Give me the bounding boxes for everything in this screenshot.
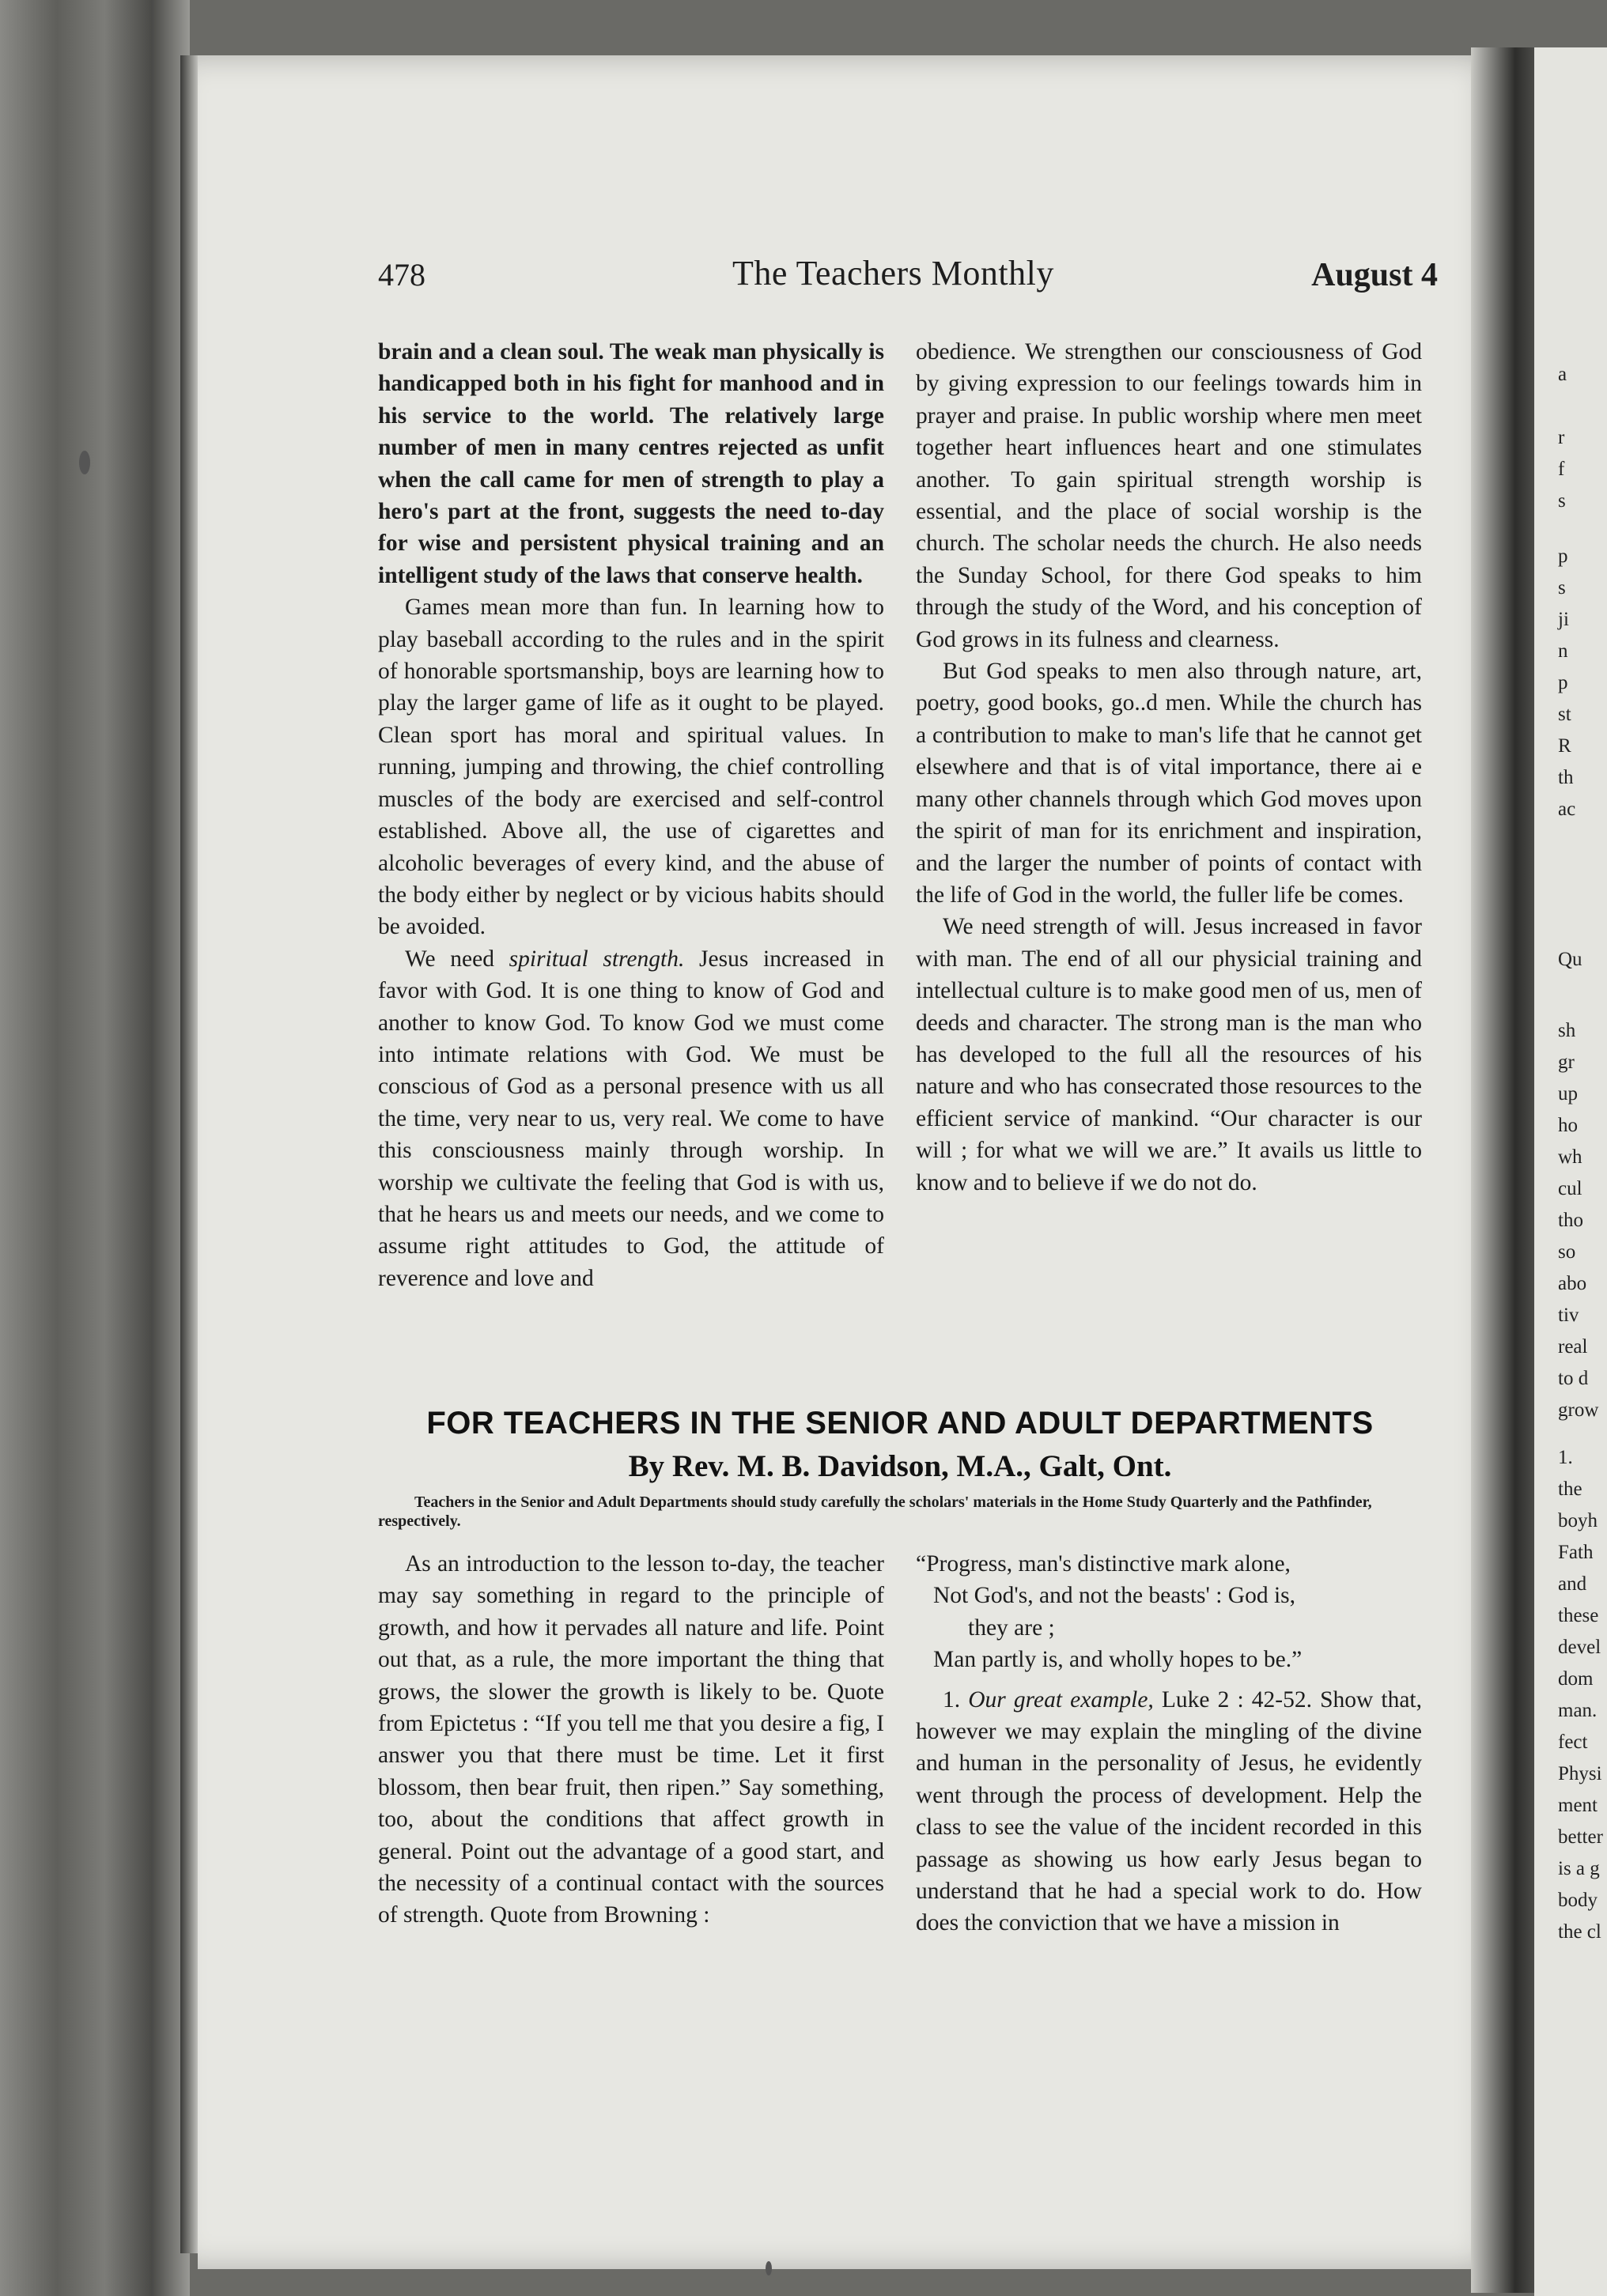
facing-page-fragment: these	[1558, 1605, 1599, 1626]
facing-page-fragment: R	[1558, 735, 1571, 757]
facing-page-fragment: the	[1558, 1478, 1582, 1500]
facing-page-fragment: th	[1558, 767, 1574, 788]
poem-line: Not God's, and not the beasts' : God is,	[933, 1583, 1296, 1609]
facing-page-fragment: gr	[1558, 1052, 1575, 1073]
facing-page-fragment: tho	[1558, 1210, 1583, 1231]
book-spine	[0, 0, 190, 2296]
facing-page-fragment: p	[1558, 672, 1568, 693]
paragraph: But God speaks to men also through nature, art, poetry, good books, go..d men. While the church has a contribution to make to man's life that he cannot get elsewhere and that is of vital importance, there ai e many other channels through which God moves upon the spirit of man for its enrichment and inspiration, and the larger the number of points of contact with the life of God in the world, the fuller life be comes.	[916, 659, 1422, 908]
facing-page-fragment: r	[1558, 427, 1565, 448]
paragraph	[916, 1684, 1422, 1939]
facing-page-fragment: devel	[1558, 1637, 1601, 1658]
paragraph: We need strength of will. Jesus increased in favor with man. The end of all our physicial training and intellectual culture is to make good men of us, men of deeds and character. The strong man is the man who has developed to the full all the resources of his nature and who has consecrated those resources to the efficient service of mankind. “Our character is our will ; for what we will we are.” It avails us little to know and to believe if we do not do.	[916, 914, 1422, 1195]
facing-page-fragment: body	[1558, 1890, 1598, 1911]
poem-line: “Progress, man's distinctive mark alone,	[916, 1551, 1291, 1577]
facing-page-fragment: Qu	[1558, 949, 1582, 970]
facing-page-fragment: f	[1558, 459, 1565, 480]
facing-page-fragment: Fath	[1558, 1542, 1594, 1563]
facing-page-fragment: s	[1558, 490, 1566, 512]
facing-page-fragment: ho	[1558, 1115, 1578, 1136]
page-blemish	[79, 451, 90, 474]
poem-line: Man partly is, and wholly hopes to be.”	[933, 1647, 1303, 1673]
emphasis-text: Our great example,	[968, 1686, 1154, 1713]
paragraph-text: Jesus increased in favor with God. It is one thing to know of God and another to know God. To know God we must come into intimate relations with God. We must be conscious of God as a personal presence with us all the time, very near to us, very real. We come to have this consciousness mainly through worship. In worship we cultivate the feeling that God is with us, that he hears us and meets our needs, and we come to assume right attitudes to God, the attitude of reverence and love and	[378, 946, 885, 1291]
paragraph: Games mean more than fun. In learning how to play baseball according to the rules and in the spirit of honorable sportsmanship, boys are learning how to play the larger game of life as it ought to be played. Clean sport has moral and spiritual values. In running, jumping and throwing, the chief controlling muscles of the body are exercised and self-control established. Above all, the use of cigarettes and alcoholic beverages of every kind, and the abuse of the body either by neglect or by vicious habits should be avoided.	[378, 595, 884, 940]
section-title: FOR TEACHERS IN THE SENIOR AND ADULT DEPARTMENTS	[426, 1406, 1374, 1441]
facing-page-fragment: is a g	[1558, 1858, 1600, 1879]
facing-page-fragment: tiv	[1558, 1305, 1579, 1326]
facing-page-fragment: so	[1558, 1241, 1576, 1263]
facing-page-fragment: cul	[1558, 1178, 1582, 1199]
paragraph-text: Luke 2 : 42-52. Show that, however we may explain the mingling of the divine and human in the personality of Jesus, he evidently went through the process of development. Help the class to see the value of the incident recorded in this passage as showing us how early Jesus began to understand that he had a special work to do. How does the conviction that we have a mission in	[916, 1686, 1422, 1936]
facing-page-fragment: real	[1558, 1336, 1588, 1358]
facing-page-fragment: abo	[1558, 1273, 1587, 1294]
page-header	[378, 253, 1438, 300]
paragraph-lead: We need	[405, 946, 509, 972]
facing-page-fragment: a	[1558, 364, 1567, 385]
facing-page-fragment: better	[1558, 1826, 1603, 1848]
issue-month: August 4	[1311, 257, 1438, 293]
facing-page-fragment: wh	[1558, 1146, 1582, 1168]
facing-page-fragment: p	[1558, 546, 1568, 567]
facing-page-fragment: dom	[1558, 1668, 1594, 1690]
facing-page-fragment: Physi	[1558, 1763, 1602, 1784]
emphasis-text: spiritual strength.	[509, 946, 685, 972]
item-number: 1.	[943, 1686, 969, 1713]
section-byline: By Rev. M. B. Davidson, M.A., Galt, Ont.	[628, 1449, 1172, 1483]
section-note: Teachers in the Senior and Adult Departments should study carefully the scholars' materials in the Home Study Quarterly and the Pathfinder, respectively.	[378, 1494, 1372, 1530]
facing-page-fragment: ji	[1558, 609, 1569, 630]
facing-page-fragment: ac	[1558, 799, 1576, 820]
journal-title: The Teachers Monthly	[732, 254, 1054, 293]
facing-page-fragment: 1.	[1558, 1447, 1573, 1468]
page-blemish	[766, 2261, 772, 2275]
facing-page-fragment: sh	[1558, 1020, 1576, 1041]
bottom-left-column	[378, 1548, 884, 1932]
facing-page-fragment: s	[1558, 577, 1566, 599]
facing-page-fragment: grow	[1558, 1399, 1599, 1421]
facing-page-fragment: and	[1558, 1573, 1587, 1595]
top-right-column	[916, 336, 1422, 1199]
facing-page-fragment: fect	[1558, 1731, 1588, 1753]
paragraph: obedience. We strengthen our consciousness of God by giving expression to our feelings towards him in prayer and praise. In public worship where men meet together heart influences heart and one stimulates another. To gain spiritual strength worship is essential, and the place of social worship is the church. The scholar needs the church. He also needs the Sunday School, for there God speaks to him through the study of the Word, and his conception of God grows in its fulness and clearness.	[916, 339, 1422, 652]
facing-page-fragment: man.	[1558, 1700, 1598, 1721]
paragraph: brain and a clean soul. The weak man physically is handicapped both in his fight for manhood and in his service to the world. The relatively large number of men in many centres rejected as unfit when the call came for men of strength to play a hero's part at the front, suggests the need to-day for wise and persistent physical training and an intelligent study of the laws that conserve health.	[378, 339, 884, 588]
facing-page-fragment: ment	[1558, 1795, 1598, 1816]
top-left-column	[378, 336, 884, 1294]
paragraph	[378, 943, 884, 1294]
facing-page-fragment: the cl	[1558, 1921, 1601, 1943]
facing-page-fragment: n	[1558, 640, 1568, 662]
book-gutter	[1471, 47, 1534, 2293]
facing-page-fragment: st	[1558, 704, 1571, 725]
facing-page-fragment: up	[1558, 1083, 1578, 1105]
facing-page	[1534, 47, 1607, 2296]
paragraph: As an introduction to the lesson to-day, the teacher may say something in regard to the principle of growth, and how it pervades all nature and life. Point out that, as a rule, the more important the thing that grows, the slower the growth is likely to be. Quote from Epictetus : “If you tell me that you desire a fig, I answer you that there must be time. Let it first blossom, then bear fruit, then ripen.” Say something, too, about the conditions that affect growth in general. Point out the advantage of a good start, and the necessity of a continual contact with the sources of strength. Quote from Browning :	[378, 1551, 884, 1928]
page-number: 478	[378, 257, 425, 293]
bottom-right-column	[916, 1548, 1422, 1939]
facing-page-fragment: to d	[1558, 1368, 1589, 1389]
poem-line: they are ;	[968, 1614, 1055, 1641]
browning-quote	[916, 1548, 1422, 1676]
facing-page-fragment: boyh	[1558, 1510, 1598, 1531]
